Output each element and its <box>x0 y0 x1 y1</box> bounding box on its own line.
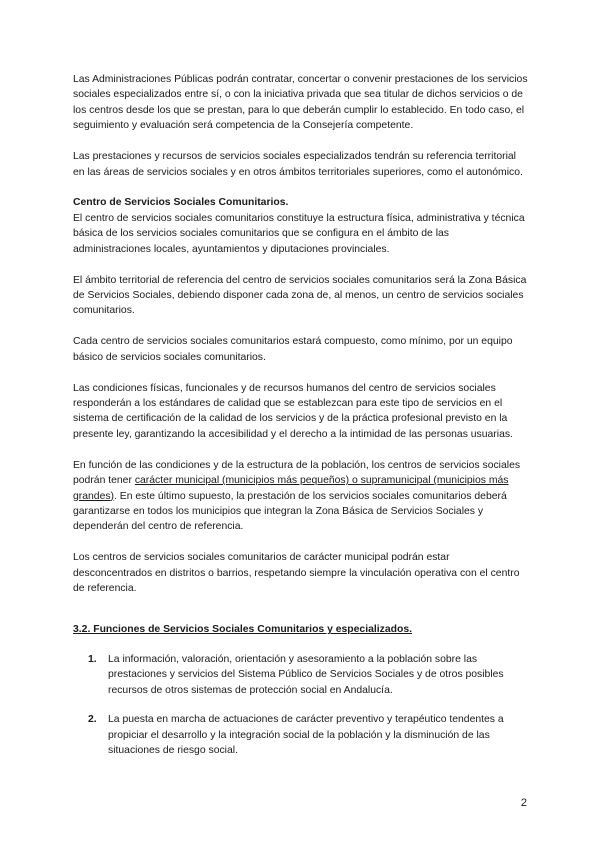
list-item-text: La información, valoración, orientación y asesoramiento a la población sobre las prestaciones y servicios del Sistema Público de Servicios Sociales y de otros posibles recursos de otros sistemas de protección social en Andalucía. <box>108 653 504 696</box>
page-content <box>73 72 528 772</box>
paragraph-desconcentrados: Los centros de servicios sociales comunitarios de carácter municipal podrán estar desconcentrados en distritos o barrios, respetando siempre la vinculación operativa con el centro de referencia. <box>73 552 520 595</box>
paragraph-equipo-basico: Cada centro de servicios sociales comunitarios estará compuesto, como mínimo, por un equipo básico de servicios sociales comunitarios. <box>73 336 513 363</box>
section-title: 3.2. Funciones de Servicios Sociales Comunitarios y especializados. <box>73 624 412 636</box>
list-item-number: 1. <box>88 653 97 665</box>
paragraph-referencia-territorial: Las prestaciones y recursos de servicios sociales especializados tendrán su referencia territorial en las áreas de servicios sociales y en otros ámbitos territoriales superiores, como el autonómico. <box>73 151 523 178</box>
paragraph-centro-definicion: El centro de servicios sociales comunitarios constituye la estructura física, administrativa y técnica básica de los servicios sociales comunitarios que se configura en el ámbito de las administraciones locales, ayuntamientos y diputaciones provinciales. <box>73 212 525 255</box>
list-item-text: La puesta en marcha de actuaciones de carácter preventivo y terapéutico tendentes a propiciar el desarrollo y la integración social de la población y la disminución de las situaciones de riesgo social. <box>108 714 504 756</box>
list-item <box>73 712 528 758</box>
functions-list <box>73 652 528 758</box>
paragraph-funcion-poblacion <box>73 458 528 535</box>
p7-text-before: En función de las condiciones y de la estructura de la población, los centros de servicios sociales podrán tener <box>73 459 521 487</box>
paragraph-condiciones: Las condiciones físicas, funcionales y de recursos humanos del centro de servicios sociales responderán a los estándares de calidad que se establezcan para este tipo de servicios en el sistema de certificación de la calidad de los servicios y de la práctica profesional previsto en la presente ley, garantizando la accesibilidad y el derecho a la intimidad de las personas usuarias. <box>73 382 513 440</box>
centro-section <box>73 195 528 257</box>
p7-underlined-text: carácter municipal (municipios más pequeños) o supramunicipal (municipios más grandes) <box>73 475 509 502</box>
p7-text-after: . En este último supuesto, la prestación de los servicios sociales comunitarios deberá garantizarse en todos los municipios que integran la Zona Básica de Servicios Sociales y dependerán del centro de referencia. <box>73 490 507 533</box>
paragraph-contratacion: Las Administraciones Públicas podrán contratar, concertar o convenir prestaciones de los servicios sociales especializados entre sí, o con la iniciativa privada que sea titular de dichos servicios o de los centros desde los que se prestan, para lo que deberán cumplir lo establecido. En todo caso, el seguimiento y evaluación será competencia de la Consejería competente. <box>73 74 528 132</box>
page-number: 2 <box>520 797 527 809</box>
list-item <box>73 652 528 698</box>
list-item-number: 2. <box>88 714 97 726</box>
paragraph-ambito-territorial: El ámbito territorial de referencia del centro de servicios sociales comunitarios será la Zona Básica de Servicios Sociales, debiendo disponer cada zona de, al menos, un centro de servicios sociales comunitarios. <box>73 274 527 317</box>
centro-heading: Centro de Servicios Sociales Comunitarios. <box>73 197 289 209</box>
